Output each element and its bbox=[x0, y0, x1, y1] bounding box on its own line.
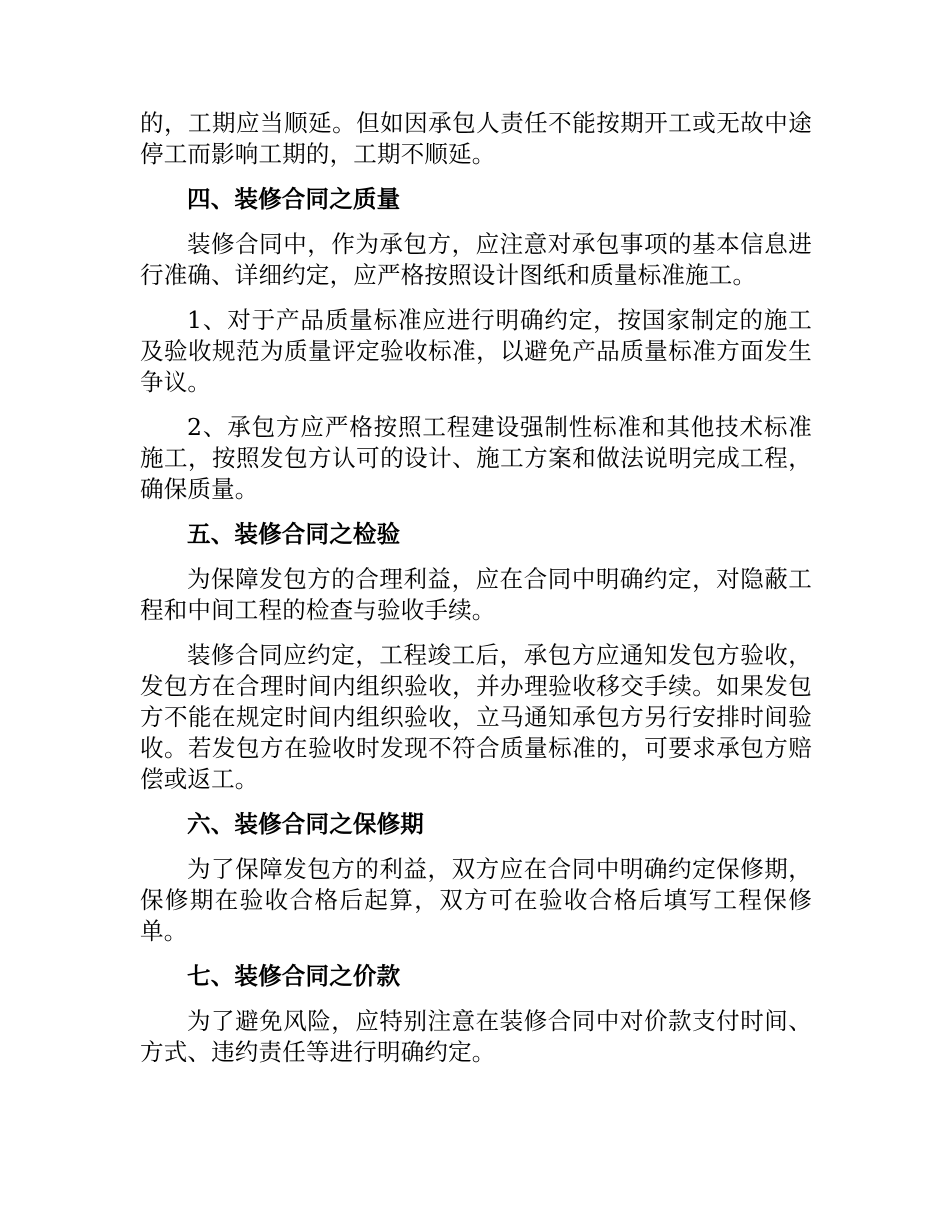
paragraph-inspection-acceptance: 装修合同应约定，工程竣工后，承包方应通知发包方验收，发包方在合理时间内组织验收，并办理验收移交手续。如果发包方不能在规定时间内组织验收，立马通知承包方另行安排时间验收。若发包方在验收时发现不符合质量标准的，可要求承包方赔偿或返工。 bbox=[140, 641, 812, 793]
heading-quality: 四、装修合同之质量 bbox=[187, 185, 401, 213]
heading-price: 七、装修合同之价款 bbox=[187, 962, 401, 990]
paragraph-quality-intro: 装修合同中，作为承包方，应注意对承包事项的基本信息进行准确、详细约定，应严格按照设计图纸和质量标准施工。 bbox=[140, 230, 812, 289]
heading-warranty: 六、装修合同之保修期 bbox=[187, 810, 424, 838]
document-page bbox=[140, 108, 812, 1108]
paragraph-quality-standard: 1、对于产品质量标准应进行明确约定，按国家制定的施工及验收规范为质量评定验收标准，以避免产品质量标准方面发生争议。 bbox=[140, 306, 812, 396]
paragraph-inspection-hidden-works: 为保障发包方的合理利益，应在合同中明确约定，对隐蔽工程和中间工程的检查与验收手续。 bbox=[140, 565, 812, 624]
paragraph-quality-construction: 2、承包方应严格按照工程建设强制性标准和其他技术标准施工，按照发包方认可的设计、施工方案和做法说明完成工程，确保质量。 bbox=[140, 413, 812, 503]
paragraph-warranty: 为了保障发包方的利益，双方应在合同中明确约定保修期，保修期在验收合格后起算，双方可在验收合格后填写工程保修单。 bbox=[140, 855, 812, 945]
paragraph-price: 为了避免风险，应特别注意在装修合同中对价款支付时间、方式、违约责任等进行明确约定。 bbox=[140, 1007, 812, 1066]
paragraph-schedule-extension: 的，工期应当顺延。但如因承包人责任不能按期开工或无故中途停工而影响工期的，工期不顺延。 bbox=[140, 109, 812, 168]
heading-inspection: 五、装修合同之检验 bbox=[187, 520, 401, 548]
